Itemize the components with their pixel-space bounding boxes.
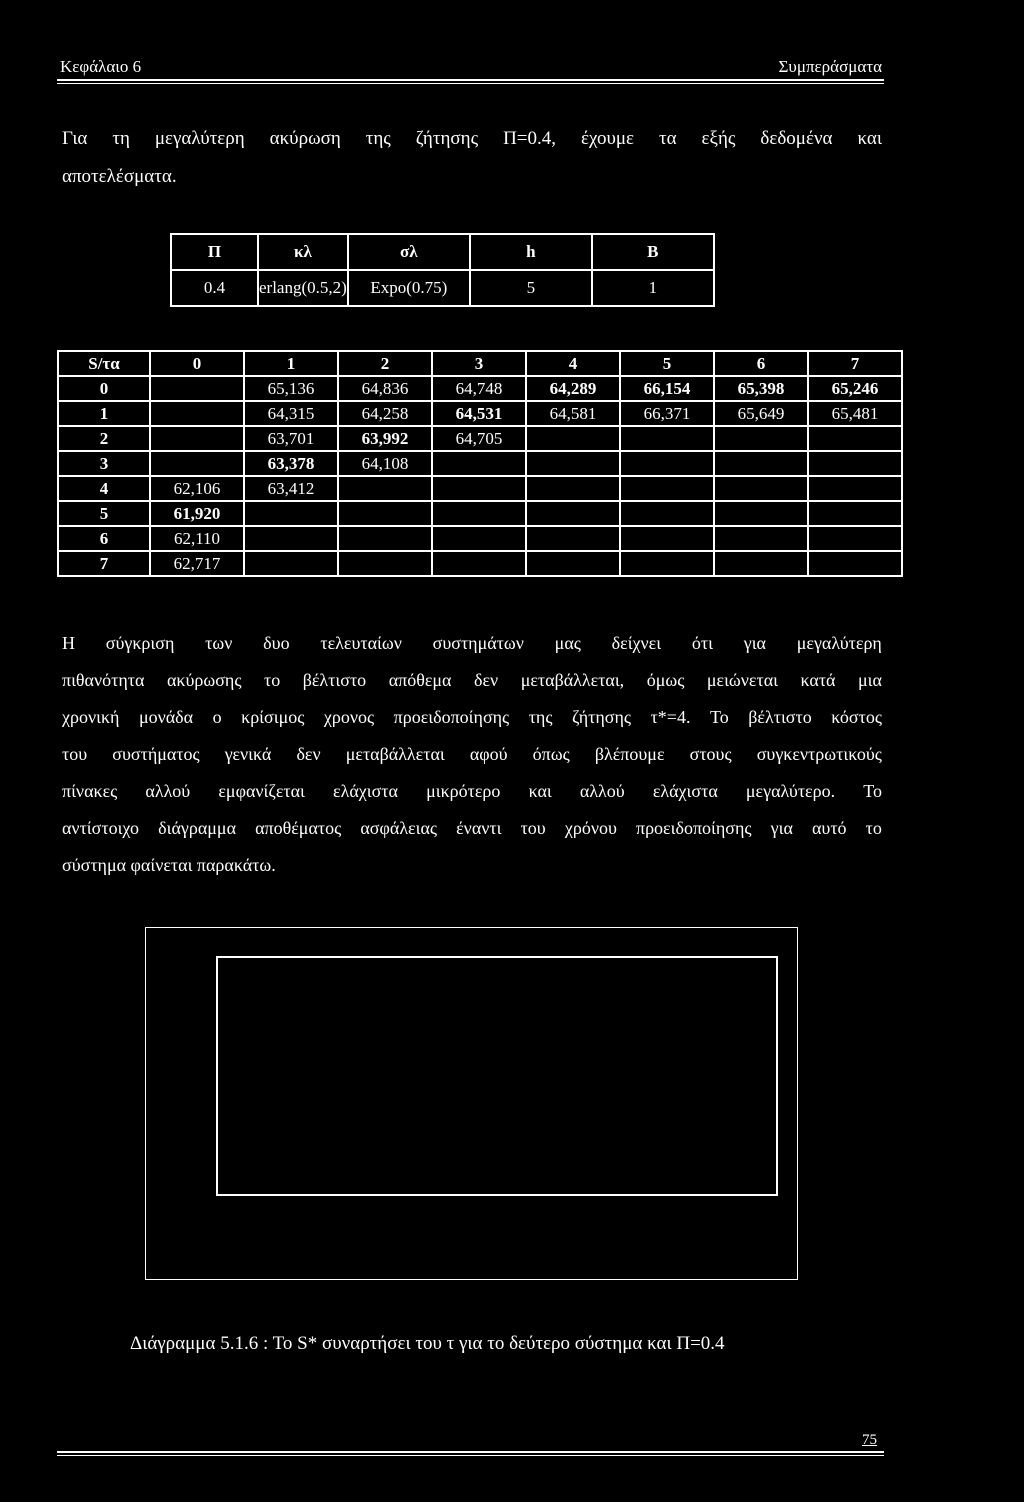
result-cell <box>338 526 432 551</box>
intro-word: έχουμε <box>580 128 635 149</box>
footer-rule-bottom <box>57 1455 884 1456</box>
row-label-cell: 4 <box>58 476 150 501</box>
paragraph-word: κρίσιμος <box>241 707 305 727</box>
result-cell: 64,258 <box>338 401 432 426</box>
param-header-cell: B <box>592 234 714 270</box>
chart-caption: Διάγραμμα 5.1.6 : Το S* συναρτήσει του τ για το δεύτερο σύστημα και Π=0.4 <box>130 1333 725 1354</box>
chapter-header: Κεφάλαιο 6 <box>60 57 142 76</box>
result-cell: 64,531 <box>432 401 526 426</box>
result-cell <box>714 426 808 451</box>
paragraph-word: αλλού <box>579 781 625 801</box>
paragraph-line <box>62 699 882 736</box>
result-cell: 65,649 <box>714 401 808 426</box>
result-cell <box>808 451 902 476</box>
paragraph-word: σύγκριση <box>105 633 175 653</box>
parameters-table <box>170 233 715 307</box>
intro-word: τα <box>659 128 677 149</box>
result-cell: 62,717 <box>150 551 244 576</box>
result-cell: 63,412 <box>244 476 338 501</box>
intro-word: τη <box>112 128 130 149</box>
result-cell <box>526 501 620 526</box>
row-label-cell: 3 <box>58 451 150 476</box>
param-value-cell: 5 <box>470 270 592 306</box>
table-row <box>58 526 902 551</box>
page-number: 75 <box>862 1432 877 1448</box>
intro-line-2: αποτελέσματα. <box>62 166 177 187</box>
paragraph-word: αλλού <box>145 781 191 801</box>
paragraph-word: αντίστοιχο <box>62 818 140 838</box>
paragraph-word: μεγαλύτερη <box>796 633 882 653</box>
result-cell <box>714 451 808 476</box>
header-rule-top <box>57 79 884 81</box>
result-cell <box>808 426 902 451</box>
paragraph-line: σύστημα φαίνεται παρακάτω. <box>62 855 276 875</box>
paragraph-word: εμφανίζεται <box>218 781 305 801</box>
table-row <box>58 376 902 401</box>
paragraph-word: το <box>865 818 882 838</box>
table-row <box>58 401 902 426</box>
paragraph-word: στους <box>689 744 732 764</box>
result-cell <box>620 526 714 551</box>
param-value-cell: Expo(0.75) <box>348 270 470 306</box>
intro-word: εξής <box>701 128 736 149</box>
paragraph-word: βέλτιστο <box>748 707 812 727</box>
result-cell: 64,836 <box>338 376 432 401</box>
results-header-cell: 7 <box>808 351 902 376</box>
paragraph-word: του <box>62 744 88 764</box>
result-cell: 62,106 <box>150 476 244 501</box>
paragraph-word: πιθανότητα <box>62 670 145 690</box>
result-cell <box>150 376 244 401</box>
paragraph-word: διάγραμμα <box>158 818 236 838</box>
paragraph-line <box>62 662 882 699</box>
result-cell <box>526 526 620 551</box>
row-label-cell: 7 <box>58 551 150 576</box>
result-cell: 64,748 <box>432 376 526 401</box>
paragraph-word: όμως <box>646 670 685 690</box>
paragraph-word: χρονος <box>323 707 375 727</box>
result-cell <box>714 526 808 551</box>
paragraph-word: δεν <box>296 744 321 764</box>
paragraph-word: μια <box>858 670 882 690</box>
paragraph-word: μονάδα <box>138 707 194 727</box>
param-value-cell: erlang(0.5,2) <box>258 270 348 306</box>
paragraph-word: για <box>743 633 766 653</box>
paragraph-word: και <box>528 781 552 801</box>
result-cell <box>150 451 244 476</box>
table-row <box>58 426 902 451</box>
result-cell <box>432 501 526 526</box>
paragraph-word: ότι <box>691 633 713 653</box>
paragraph-word: Το <box>863 781 882 801</box>
result-cell: 65,481 <box>808 401 902 426</box>
paragraph-word: προειδοποίησης <box>393 707 510 727</box>
paragraph-word: κόστος <box>831 707 882 727</box>
paragraph-word: των <box>205 633 233 653</box>
row-label-cell: 2 <box>58 426 150 451</box>
row-label-cell: 5 <box>58 501 150 526</box>
intro-word: ζήτησης <box>415 128 479 149</box>
result-cell: 66,154 <box>620 376 714 401</box>
paragraph-word: συστημάτων <box>432 633 524 653</box>
paragraph-word: χρόνου <box>564 818 617 838</box>
param-value-cell: 1 <box>592 270 714 306</box>
result-cell <box>526 476 620 501</box>
parameters-value-row <box>171 270 714 306</box>
intro-word: δεδομένα <box>760 128 833 149</box>
results-header-cell: 5 <box>620 351 714 376</box>
result-cell <box>244 526 338 551</box>
result-cell <box>714 501 808 526</box>
paragraph-word: γενικά <box>224 744 272 764</box>
paragraph-word: βλέπουμε <box>594 744 665 764</box>
paragraph-word: ελάχιστα <box>333 781 398 801</box>
paragraph-word: μεγαλύτερο. <box>745 781 836 801</box>
intro-word: Για <box>62 128 88 149</box>
paragraph-word: ζήτησης <box>572 707 632 727</box>
paragraph-word: μεταβάλλεται <box>345 744 445 764</box>
paragraph-word: του <box>520 818 546 838</box>
result-cell <box>338 501 432 526</box>
paragraph-word: έναντι <box>456 818 502 838</box>
param-header-cell: κλ <box>258 234 348 270</box>
table-row <box>58 476 902 501</box>
result-cell: 65,398 <box>714 376 808 401</box>
result-cell: 65,136 <box>244 376 338 401</box>
table-row <box>58 501 902 526</box>
result-cell: 64,705 <box>432 426 526 451</box>
paragraph-word: αυτό <box>811 818 847 838</box>
row-label-cell: 1 <box>58 401 150 426</box>
paragraph-word: μας <box>554 633 581 653</box>
param-header-cell: h <box>470 234 592 270</box>
paragraph-line <box>62 736 882 773</box>
header-rule-bottom <box>57 83 884 84</box>
paragraph-word: Το <box>709 707 729 727</box>
result-cell <box>620 426 714 451</box>
results-header-cell: 6 <box>714 351 808 376</box>
result-cell <box>620 551 714 576</box>
result-cell: 63,992 <box>338 426 432 451</box>
result-cell <box>432 451 526 476</box>
results-header-row <box>58 351 902 376</box>
result-cell: 64,289 <box>526 376 620 401</box>
param-header-cell: σλ <box>348 234 470 270</box>
paragraph-word: ο <box>212 707 222 727</box>
result-cell <box>526 426 620 451</box>
intro-line-1 <box>62 120 882 158</box>
intro-word: της <box>365 128 391 149</box>
param-value-cell: 0.4 <box>171 270 258 306</box>
result-cell: 64,108 <box>338 451 432 476</box>
result-cell <box>808 476 902 501</box>
results-header-cell: 2 <box>338 351 432 376</box>
paragraph-line <box>62 773 882 810</box>
result-cell <box>714 551 808 576</box>
intro-word: μεγαλύτερη <box>154 128 245 149</box>
paragraph-word: για <box>770 818 793 838</box>
result-cell <box>620 476 714 501</box>
paragraph-word: ασφάλειας <box>360 818 438 838</box>
results-header-cell: 4 <box>526 351 620 376</box>
paragraph-word: τ*=4. <box>650 707 691 727</box>
result-cell <box>526 451 620 476</box>
result-cell <box>808 501 902 526</box>
result-cell: 64,581 <box>526 401 620 426</box>
result-cell: 64,315 <box>244 401 338 426</box>
result-cell <box>432 476 526 501</box>
result-cell <box>338 476 432 501</box>
paragraph-word: απόθεμα <box>388 670 452 690</box>
table-row <box>58 551 902 576</box>
paragraph-word: βέλτιστο <box>302 670 367 690</box>
results-header-cell: 0 <box>150 351 244 376</box>
results-table <box>57 350 903 577</box>
result-cell <box>714 476 808 501</box>
paragraph-word: μεταβάλλεται, <box>520 670 625 690</box>
row-label-cell: 0 <box>58 376 150 401</box>
result-cell <box>432 551 526 576</box>
paragraph-word: όπως <box>532 744 570 764</box>
result-cell: 63,378 <box>244 451 338 476</box>
intro-word: ακύρωση <box>269 128 341 149</box>
paragraph-line <box>62 625 882 662</box>
paragraph-word: μειώνεται <box>706 670 778 690</box>
paragraph-word: το <box>263 670 281 690</box>
paragraph-word: τελευταίων <box>320 633 402 653</box>
results-header-cell: 1 <box>244 351 338 376</box>
paragraph-word: αφού <box>469 744 508 764</box>
param-header-cell: Π <box>171 234 258 270</box>
paragraph-word: δείχνει <box>611 633 662 653</box>
paragraph-word: κατά <box>800 670 836 690</box>
results-header-cell: S/τα <box>58 351 150 376</box>
result-cell <box>432 526 526 551</box>
result-cell: 62,110 <box>150 526 244 551</box>
result-cell <box>620 501 714 526</box>
intro-word: Π=0.4, <box>503 128 557 149</box>
paragraph-word: ακύρωσης <box>166 670 242 690</box>
paragraph-word: χρονική <box>62 707 120 727</box>
paragraph-word: μικρότερο <box>426 781 501 801</box>
result-cell: 61,920 <box>150 501 244 526</box>
paragraph-word: πίνακες <box>62 781 118 801</box>
row-label-cell: 6 <box>58 526 150 551</box>
paragraph-word: ελάχιστα <box>652 781 718 801</box>
section-header: Συμπεράσματα <box>778 57 882 76</box>
intro-word: και <box>857 128 882 149</box>
result-cell <box>244 551 338 576</box>
paragraph-word: Η <box>62 633 75 653</box>
result-cell <box>150 401 244 426</box>
result-cell <box>338 551 432 576</box>
paragraph-word: προειδοποίησης <box>635 818 752 838</box>
paragraph-word: δεν <box>474 670 499 690</box>
paragraph-line <box>62 810 882 847</box>
paragraph-word: δυο <box>263 633 290 653</box>
result-cell <box>620 451 714 476</box>
paragraph-word: αποθέματος <box>255 818 342 838</box>
chart-plot-area <box>216 956 778 1196</box>
results-header-cell: 3 <box>432 351 526 376</box>
parameters-header-row <box>171 234 714 270</box>
result-cell: 63,701 <box>244 426 338 451</box>
comparison-paragraph <box>62 625 882 884</box>
result-cell: 65,246 <box>808 376 902 401</box>
result-cell <box>526 551 620 576</box>
result-cell: 66,371 <box>620 401 714 426</box>
footer-rule-top <box>57 1451 884 1453</box>
paragraph-word: συγκεντρωτικούς <box>756 744 882 764</box>
paragraph-word: της <box>528 707 553 727</box>
intro-text <box>62 120 882 196</box>
result-cell <box>244 501 338 526</box>
result-cell <box>808 526 902 551</box>
result-cell <box>808 551 902 576</box>
result-cell <box>150 426 244 451</box>
table-row <box>58 451 902 476</box>
paragraph-word: συστήματος <box>112 744 200 764</box>
